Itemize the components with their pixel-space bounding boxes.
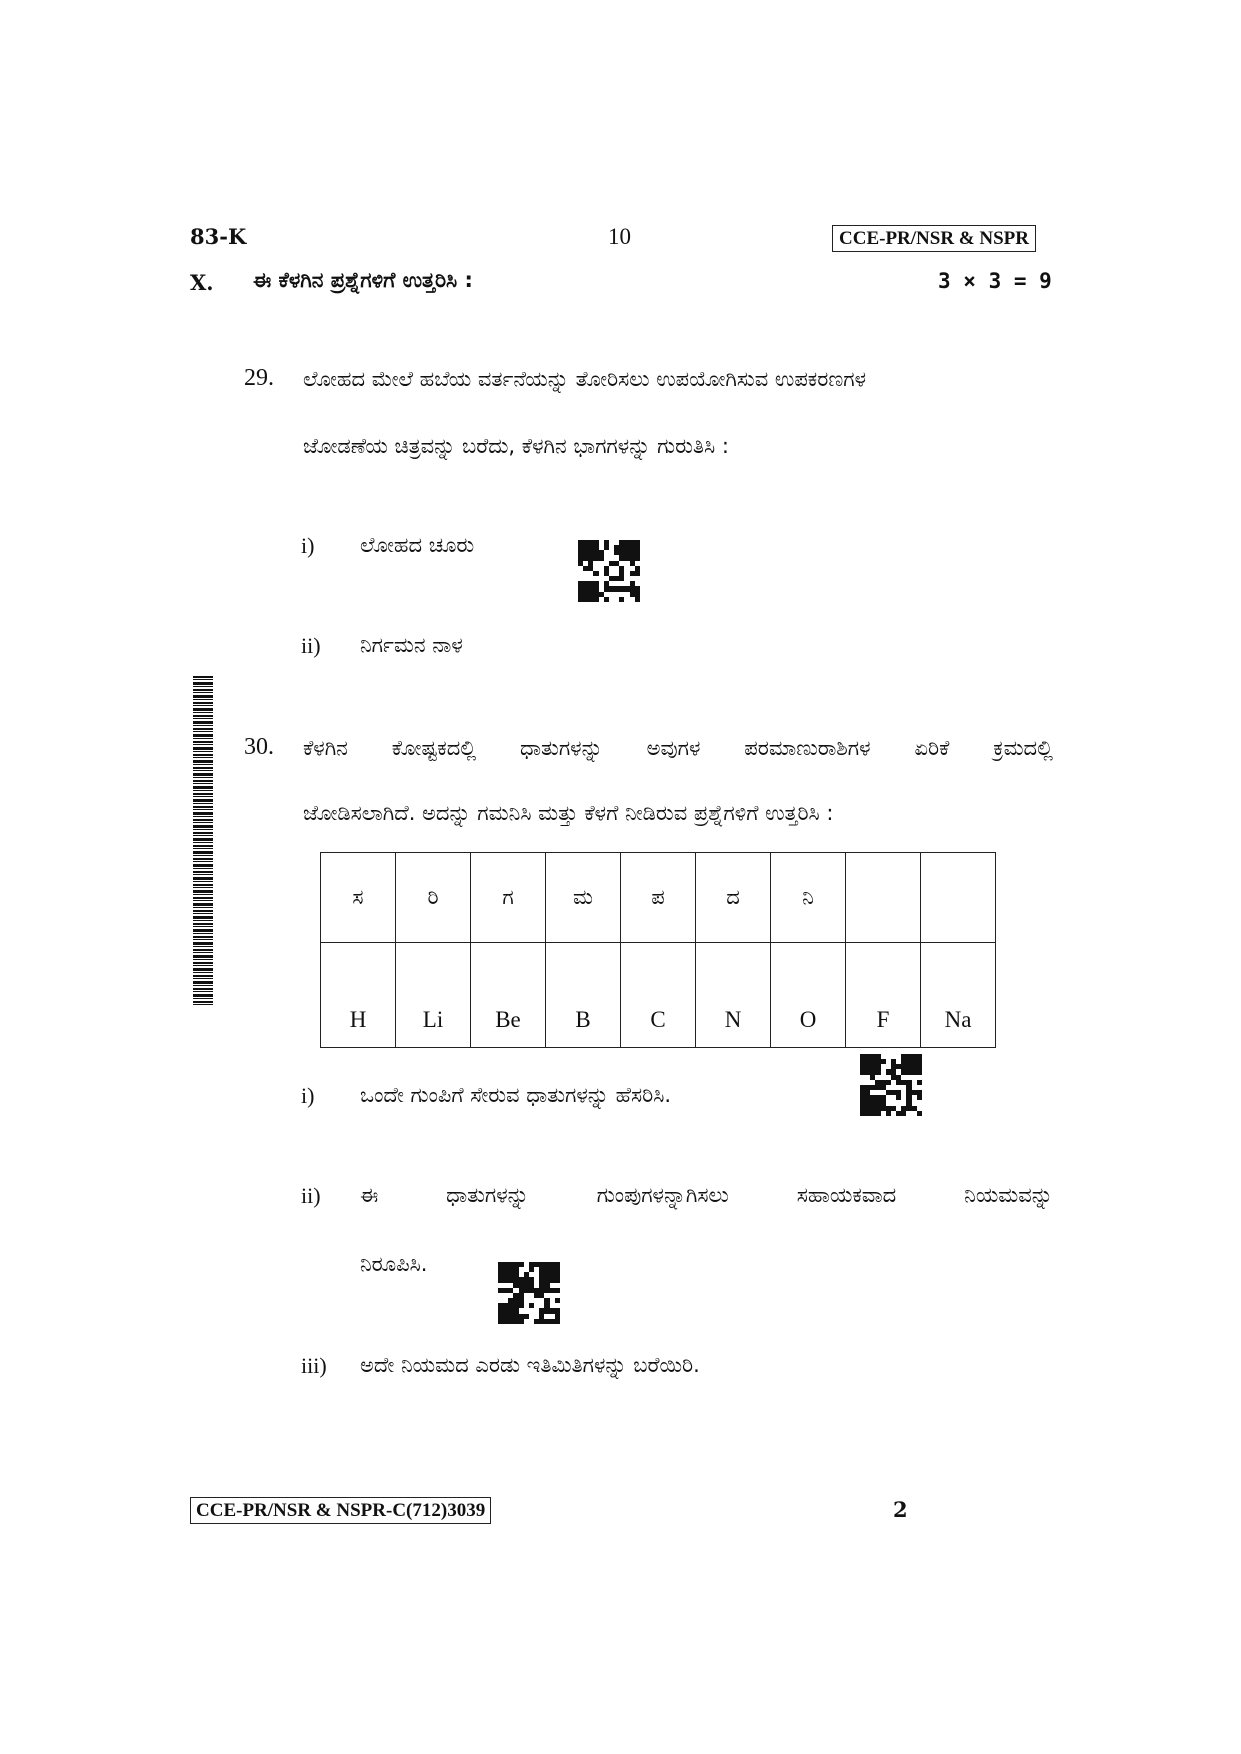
table-cell: Na: [921, 943, 996, 1048]
page-number: 10: [608, 224, 631, 249]
table-cell: [846, 853, 921, 943]
q29-line1: [303, 367, 1053, 392]
q30-part-ii-word: ಗುಂಪುಗಳನ್ನಾಗಿಸಲು: [596, 1183, 729, 1207]
paper-code: 83-K: [190, 224, 247, 249]
table-cell: ಸ: [321, 853, 396, 943]
qr-code-icon: [860, 1054, 922, 1116]
section-title: ಈ ಕೆಳಗಿನ ಪ್ರಶ್ನೆಗಳಿಗೆ ಉತ್ತರಿಸಿ :: [253, 268, 473, 292]
q29-part-i-label: i): [301, 533, 315, 558]
table-cell: ದ: [696, 853, 771, 943]
qr-code-icon: [578, 540, 640, 602]
table-cell: ಮ: [546, 853, 621, 943]
q30-part-ii-word: ಸಹಾಯಕವಾದ: [796, 1183, 897, 1207]
table-cell: H: [321, 943, 396, 1048]
q30-number: 30.: [244, 734, 274, 760]
table-row-notes: [321, 853, 996, 943]
series-box: CCE-PR/NSR & NSPR: [832, 225, 1036, 252]
q30-part-iii-text: ಅದೇ ನಿಯಮದ ಎರಡು ಇತಿಮಿತಿಗಳನ್ನು ಬರೆಯಿರಿ.: [360, 1353, 700, 1377]
table-cell: N: [696, 943, 771, 1048]
section-number: X.: [190, 270, 214, 295]
table-cell: ಗ: [471, 853, 546, 943]
table-cell: ನಿ: [771, 853, 846, 943]
q29-part-ii-text: ನಿರ್ಗಮನ ನಾಳ: [360, 633, 463, 657]
table-cell: F: [846, 943, 921, 1048]
table-cell: [921, 853, 996, 943]
q30-line1: ಕೆಳಗಿನ ಕೋಷ್ಟಕದಲ್ಲಿ ಧಾತುಗಳನ್ನು ಅವುಗಳ ಪರಮಾಣುರಾಶಿಗಳ ಏರಿಕೆ ಕ್ರಮದಲ್ಲಿ: [303, 736, 1053, 760]
q30-part-i-text: ಒಂದೇ ಗುಂಪಿಗೆ ಸೇರುವ ಧಾತುಗಳನ್ನು ಹೆಸರಿಸಿ.: [360, 1083, 672, 1107]
qr-code-icon: [498, 1262, 560, 1324]
barcode-image: [193, 676, 213, 1006]
q30-part-ii-word: ಧಾತುಗಳನ್ನು: [446, 1183, 529, 1207]
q29-line2: ಜೋಡಣೆಯ ಚಿತ್ರವನ್ನು ಬರೆದು, ಕೆಳಗಿನ ಭಾಗಗಳನ್ನು ಗುರುತಿಸಿ :: [303, 434, 729, 458]
q30-part-ii-line1: [360, 1183, 1053, 1208]
q30-part-ii-label: ii): [301, 1183, 321, 1208]
q30-part-ii-word: ಈ: [360, 1183, 379, 1207]
footer-page-number: 2: [893, 1497, 908, 1522]
q29-part-ii-label: ii): [301, 633, 321, 658]
table-cell: ರಿ: [396, 853, 471, 943]
q30-part-i-label: i): [301, 1083, 315, 1108]
table-cell: B: [546, 943, 621, 1048]
table-cell: Be: [471, 943, 546, 1048]
table-cell: Li: [396, 943, 471, 1048]
q30-line2: ಜೋಡಿಸಲಾಗಿದೆ. ಅದನ್ನು ಗಮನಿಸಿ ಮತ್ತು ಕೆಳಗೆ ನೀಡಿರುವ ಪ್ರಶ್ನೆಗಳಿಗೆ ಉತ್ತರಿಸಿ :: [303, 801, 834, 825]
q30-part-ii-word: ನಿಯಮವನ್ನು: [964, 1183, 1053, 1207]
table-cell: ಪ: [621, 853, 696, 943]
element-table: [320, 852, 996, 1048]
q29-number: 29.: [244, 365, 274, 391]
q29-line1-text: ಲೋಹದ ಮೇಲೆ ಹಬೆಯ ವರ್ತನೆಯನ್ನು ತೋರಿಸಲು ಉಪಯೋಗಿಸುವ ಉಪಕರಣಗಳ: [303, 367, 867, 391]
table-cell: O: [771, 943, 846, 1048]
q30-part-ii-line2: ನಿರೂಪಿಸಿ.: [360, 1252, 428, 1276]
footer-code-box: CCE-PR/NSR & NSPR-C(712)3039: [190, 1497, 491, 1524]
q30-part-iii-label: iii): [301, 1353, 327, 1378]
q29-part-i-text: ಲೋಹದ ಚೂರು: [360, 533, 475, 557]
table-cell: C: [621, 943, 696, 1048]
section-marks: 3 × 3 = 9: [938, 269, 1052, 293]
table-row-elements: [321, 943, 996, 1048]
